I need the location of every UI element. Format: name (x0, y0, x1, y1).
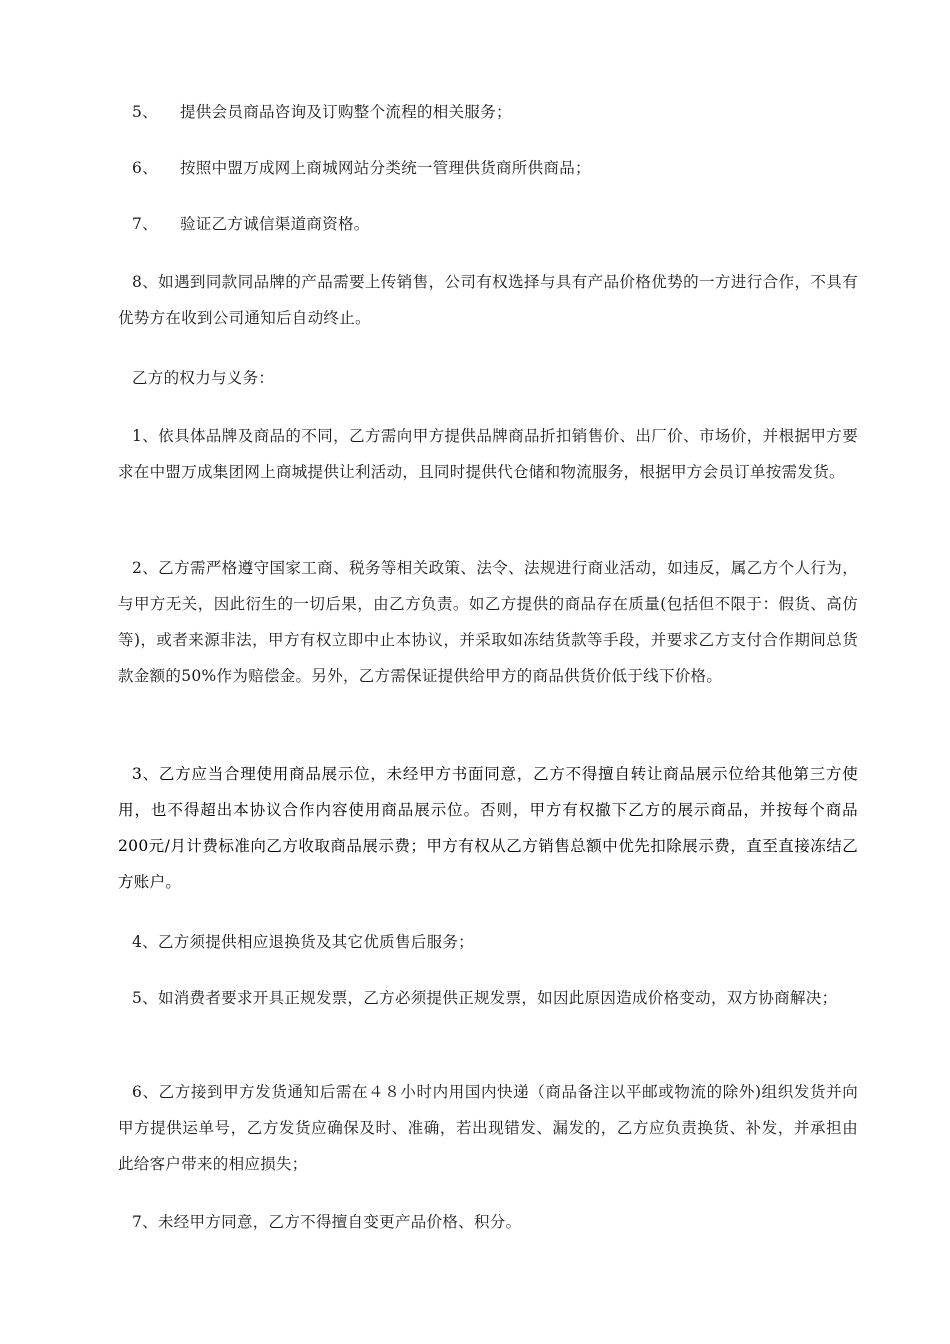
section-heading-party-b: 乙方的权力与义务： (132, 369, 275, 387)
paragraph-b5: 5、如消费者要求开具正规发票，乙方必须提供正规发票，如因此原因造成价格变动，双方协商解决； (132, 989, 838, 1007)
paragraph-b1: 1、依具体品牌及商品的不同，乙方需向甲方提供品牌商品折扣销售价、出厂价、市场价，并根据甲方要求在中盟万成集团网上商城提供让利活动，且同时提供代仓储和物流服务，根据甲方会员订单按需发货。 (118, 427, 858, 481)
paragraph-b7: 7、未经甲方同意，乙方不得擅自变更产品价格、积分。 (132, 1213, 522, 1231)
list-text: 验证乙方诚信渠道商资格。 (180, 215, 370, 233)
paragraph-b2: 2、乙方需严格遵守国家工商、税务等相关政策、法令、法规进行商业活动，如违反，属乙方个人行为，与甲方无关，因此衍生的一切后果，由乙方负责。如乙方提供的商品存在质量(包括但不限于：假货、高仿等)，或者来源非法，甲方有权立即中止本协议，并采取如冻结货款等手段，并要求乙方支付合作期间总货款金额的50%作为赔偿金。另外，乙方需保证提供给甲方的商品供货价低于线下价格。 (118, 559, 858, 685)
paragraph-b6: 6、乙方接到甲方发货通知后需在４８小时内用国内快递（商品备注以平邮或物流的除外)组织发货并向甲方提供运单号，乙方发货应确保及时、准确，若出现错发、漏发的，乙方应负责换货、补发，并承担由此给客户带来的相应损失； (118, 1083, 858, 1173)
paragraph-b3: 3、乙方应当合理使用商品展示位，未经甲方书面同意，乙方不得擅自转让商品展示位给其他第三方使用，也不得超出本协议合作内容使用商品展示位。否则，甲方有权撤下乙方的展示商品，并按每个商品200元/月计费标准向乙方收取商品展示费；甲方有权从乙方销售总额中优先扣除展示费，直至直接冻结乙方账户。 (118, 765, 858, 891)
list-number: 7、 (132, 215, 158, 233)
list-item-7 (132, 206, 852, 242)
list-number: 5、 (132, 103, 158, 121)
list-item-5 (132, 94, 852, 130)
list-number: 6、 (132, 159, 158, 177)
list-text: 提供会员商品咨询及订购整个流程的相关服务； (180, 103, 512, 121)
paragraph-b4: 4、乙方须提供相应退换货及其它优质售后服务； (132, 933, 474, 951)
paragraph-8: 8、如遇到同款同品牌的产品需要上传销售，公司有权选择与具有产品价格优势的一方进行合作，不具有优势方在收到公司通知后自动终止。 (118, 273, 858, 327)
list-text: 按照中盟万成网上商城网站分类统一管理供货商所供商品； (180, 159, 591, 177)
list-item-6 (132, 150, 852, 186)
